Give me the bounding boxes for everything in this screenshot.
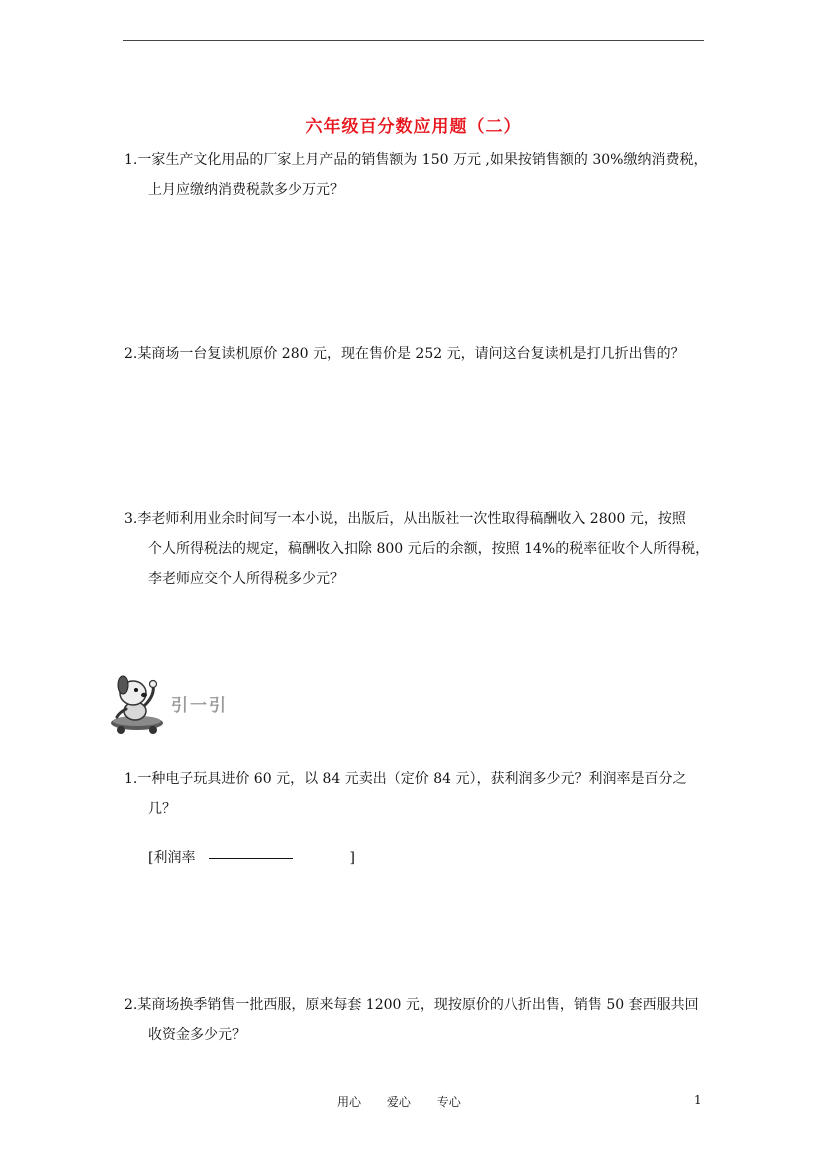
- question-3: [124, 504, 714, 594]
- question-3-line-1: 3.李老师利用业余时间写一本小说，出版后，从出版社一次性取得稿酬收入 2800 元，按照: [124, 511, 686, 527]
- answer-hint-open: [利润率: [148, 850, 196, 866]
- question-3-line-2: 个人所得税法的规定，稿酬收入扣除 800 元后的余额，按照 14%的税率征收个人所得税，: [148, 541, 710, 557]
- question-1: [124, 145, 714, 205]
- question-2-line-1: 2.某商场一台复读机原价 280 元，现在售价是 252 元，请问这台复读机是打几折出售的？: [124, 346, 685, 362]
- question-1-line-2: 上月应缴纳消费税款多少万元？: [148, 182, 344, 198]
- answer-hint-close: ]: [349, 850, 355, 866]
- header-rule: [123, 40, 704, 41]
- footer-motto-3: 专心: [436, 1095, 461, 1109]
- question-2: [124, 339, 714, 369]
- cartoon-dog-mascot-icon: [107, 673, 169, 737]
- question-1-line-1: 1.一家生产文化用品的厂家上月产品的销售额为 150 万元 ,如果按销售额的 30%缴纳消费税，: [124, 152, 708, 168]
- answer-blank: [209, 858, 293, 859]
- question-2-2: [124, 990, 714, 1050]
- question-2-2-line-2: 收资金多少元？: [148, 1027, 246, 1043]
- footer-motto: [337, 1093, 483, 1110]
- profit-rate-answer-hint: [148, 847, 355, 869]
- footer-motto-2: 爱心: [386, 1095, 411, 1109]
- page-title: 六年级百分数应用题（二）: [305, 117, 522, 137]
- question-2-1-line-1: 1.一种电子玩具进价 60 元，以 84 元卖出（定价 84 元），获利润多少元？利润率是百分之: [124, 771, 687, 787]
- section-label: 引一引: [171, 696, 228, 716]
- section-header-yin: [107, 673, 237, 737]
- footer-motto-1: 用心: [337, 1095, 362, 1109]
- page-number: 1: [694, 1093, 702, 1107]
- question-2-2-line-1: 2.某商场换季销售一批西服，原来每套 1200 元，现按原价的八折出售，销售 50 套西服共回: [124, 997, 699, 1013]
- question-3-line-3: 李老师应交个人所得税多少元？: [148, 571, 344, 587]
- question-2-1: [124, 764, 714, 824]
- question-2-1-line-2: 几？: [148, 801, 176, 817]
